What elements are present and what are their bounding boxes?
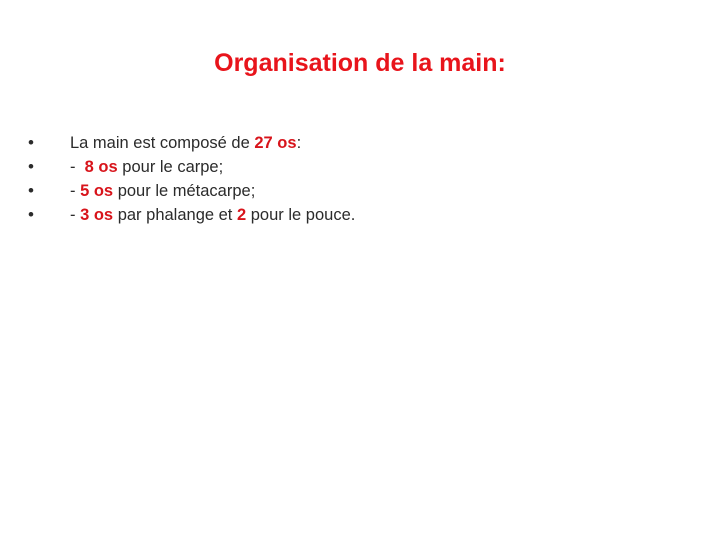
list-item xyxy=(28,203,355,227)
list-item xyxy=(28,131,355,155)
slide-title: Organisation de la main: xyxy=(214,49,506,77)
item-text: pour le métacarpe; xyxy=(113,182,256,200)
highlight-count: 3 os xyxy=(80,206,114,224)
item-text: pour le pouce. xyxy=(246,206,356,224)
bullet-icon: • xyxy=(28,157,34,176)
item-text: La main est composé de xyxy=(70,134,255,152)
item-text: pour le carpe; xyxy=(117,158,224,176)
highlight-count: 5 os xyxy=(80,182,114,200)
item-text: - xyxy=(70,182,81,200)
item-text: - xyxy=(70,158,85,176)
list-item xyxy=(28,155,355,179)
item-text: - xyxy=(70,206,81,224)
bullet-icon: • xyxy=(28,133,34,152)
bullet-list xyxy=(28,131,355,227)
highlight-count: 8 os xyxy=(84,158,118,176)
highlight-count: 27 os xyxy=(254,134,297,152)
highlight-count: 2 xyxy=(236,206,247,224)
bullet-icon: • xyxy=(28,181,34,200)
bullet-icon: • xyxy=(28,205,34,224)
list-item xyxy=(28,179,355,203)
item-text: par phalange et xyxy=(113,206,237,224)
item-text: : xyxy=(296,134,302,152)
